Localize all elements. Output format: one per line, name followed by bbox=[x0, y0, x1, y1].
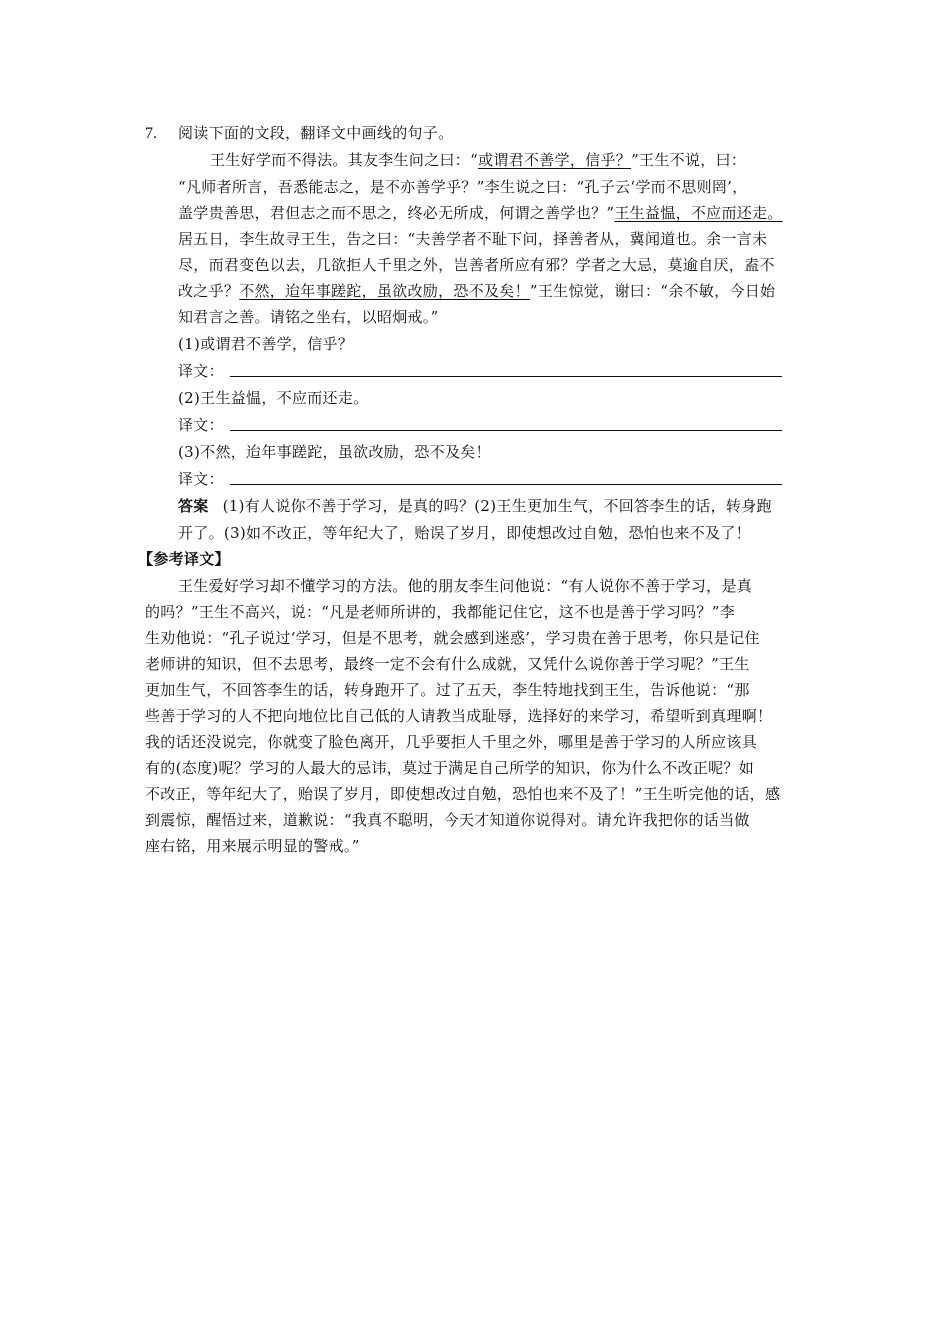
reference-line: 生劝他说：“孔子说过‘学习，但是不思考，就会感到迷惑’，学习贵在善于思考，你只是记住 bbox=[145, 629, 760, 647]
reference-heading: 【参考译文】 bbox=[138, 550, 230, 568]
underlined-sentence-1: 或谓君不善学，信乎？ bbox=[478, 151, 632, 169]
translation-label-3: 译文： bbox=[178, 470, 224, 488]
answer-line-1: 答案 (1)有人说你不善于学习，是真的吗？(2)王生更加生气，不回答李生的话，转身跑 bbox=[178, 497, 772, 515]
reference-line: 不改正，等年纪大了，贻误了岁月，即使想改过自勉，恐怕也来不及了！”王生听完他的话，感 bbox=[145, 785, 781, 803]
reference-line: 老师讲的知识，但不去思考，最终一定不会有什么成就，又凭什么说你善于学习呢？”王生 bbox=[145, 655, 750, 673]
reference-line: 更加生气，不回答李生的话，转身跑开了。过了五天，李生特地找到王生，告诉他说：“那 bbox=[145, 681, 750, 699]
translation-label-1: 译文： bbox=[178, 362, 224, 380]
reference-line: 有的(态度)呢？学习的人最大的忌讳，莫过于满足自己所学的知识，你为什么不改正呢？如 bbox=[145, 759, 755, 777]
answer-label: 答案 bbox=[178, 497, 209, 515]
translation-blank-2 bbox=[230, 430, 782, 431]
reference-line: 到震惊，醒悟过来，道歉说：“我真不聪明，今天才知道你说得对。请允许我把你的话当做 bbox=[145, 811, 750, 829]
underlined-sentence-3: 不然，迨年事蹉跎，虽欲改励，恐不及矣！ bbox=[239, 282, 530, 300]
underlined-sentence-2: 王生益愠，不应而还走。 bbox=[614, 204, 783, 222]
translation-label-2: 译文： bbox=[178, 416, 224, 434]
reference-line: 些善于学习的人不把向地位比自己低的人请教当成耻辱，选择好的来学习，希望听到真理啊！ bbox=[145, 707, 773, 725]
passage-line-1: 王生好学而不得法。其友李生问之曰：“或谓君不善学，信乎？”王生不说，曰： bbox=[210, 151, 747, 169]
translation-blank-1 bbox=[230, 376, 782, 377]
passage-line-7: 知君言之善。请铭之坐右，以昭炯戒。” bbox=[178, 308, 439, 326]
answer-line-2: 开了。(3)如不改正，等年纪大了，贻误了岁月，即使想改过自勉，恐怕也来不及了！ bbox=[178, 524, 751, 542]
translation-blank-3 bbox=[230, 484, 782, 485]
sub-question-2: (2)王生益愠，不应而还走。 bbox=[178, 389, 369, 407]
reference-line: 的吗？”王生不高兴，说：“凡是老师所讲的，我都能记住它，这不也是善于学习吗？”李 bbox=[145, 603, 736, 621]
passage-line-4: 居五日，李生故寻王生，告之曰：“夫善学者不耻下问，择善者从，冀闻道也。余一言未 bbox=[178, 230, 768, 248]
passage-line-2: “凡师者所言，吾悉能志之，是不亦善学乎？”李生说之曰：“孔子云‘学而不思则罔’， bbox=[178, 178, 748, 196]
passage-line-6: 改之乎？不然，迨年事蹉跎，虽欲改励，恐不及矣！”王生惊觉，谢曰：“余不敏，今日始 bbox=[178, 282, 776, 300]
question-number: 7. bbox=[145, 125, 157, 142]
sub-question-3: (3)不然，迨年事蹉跎，虽欲改励，恐不及矣！ bbox=[178, 443, 491, 461]
reference-line: 王生爱好学习却不懂学习的方法。他的朋友李生问他说：“有人说你不善于学习，是真 bbox=[178, 577, 753, 595]
sub-question-1: (1)或谓君不善学，信乎？ bbox=[178, 335, 354, 353]
passage-line-5: 尽，而君变色以去，几欲拒人千里之外，岂善者所应有邪？学者之大忌，莫逾自厌，盍不 bbox=[178, 256, 775, 274]
question-prompt: 阅读下面的文段，翻译文中画线的句子。 bbox=[178, 124, 454, 142]
passage-line-3: 盖学贵善思，君但志之而不思之，终必无所成，何谓之善学也？”王生益愠，不应而还走。 bbox=[178, 204, 783, 222]
reference-line: 我的话还没说完，你就变了脸色离开，几乎要拒人千里之外，哪里是善于学习的人所应该具 bbox=[145, 733, 758, 751]
reference-line: 座右铭，用来展示明显的警戒。” bbox=[145, 837, 360, 855]
